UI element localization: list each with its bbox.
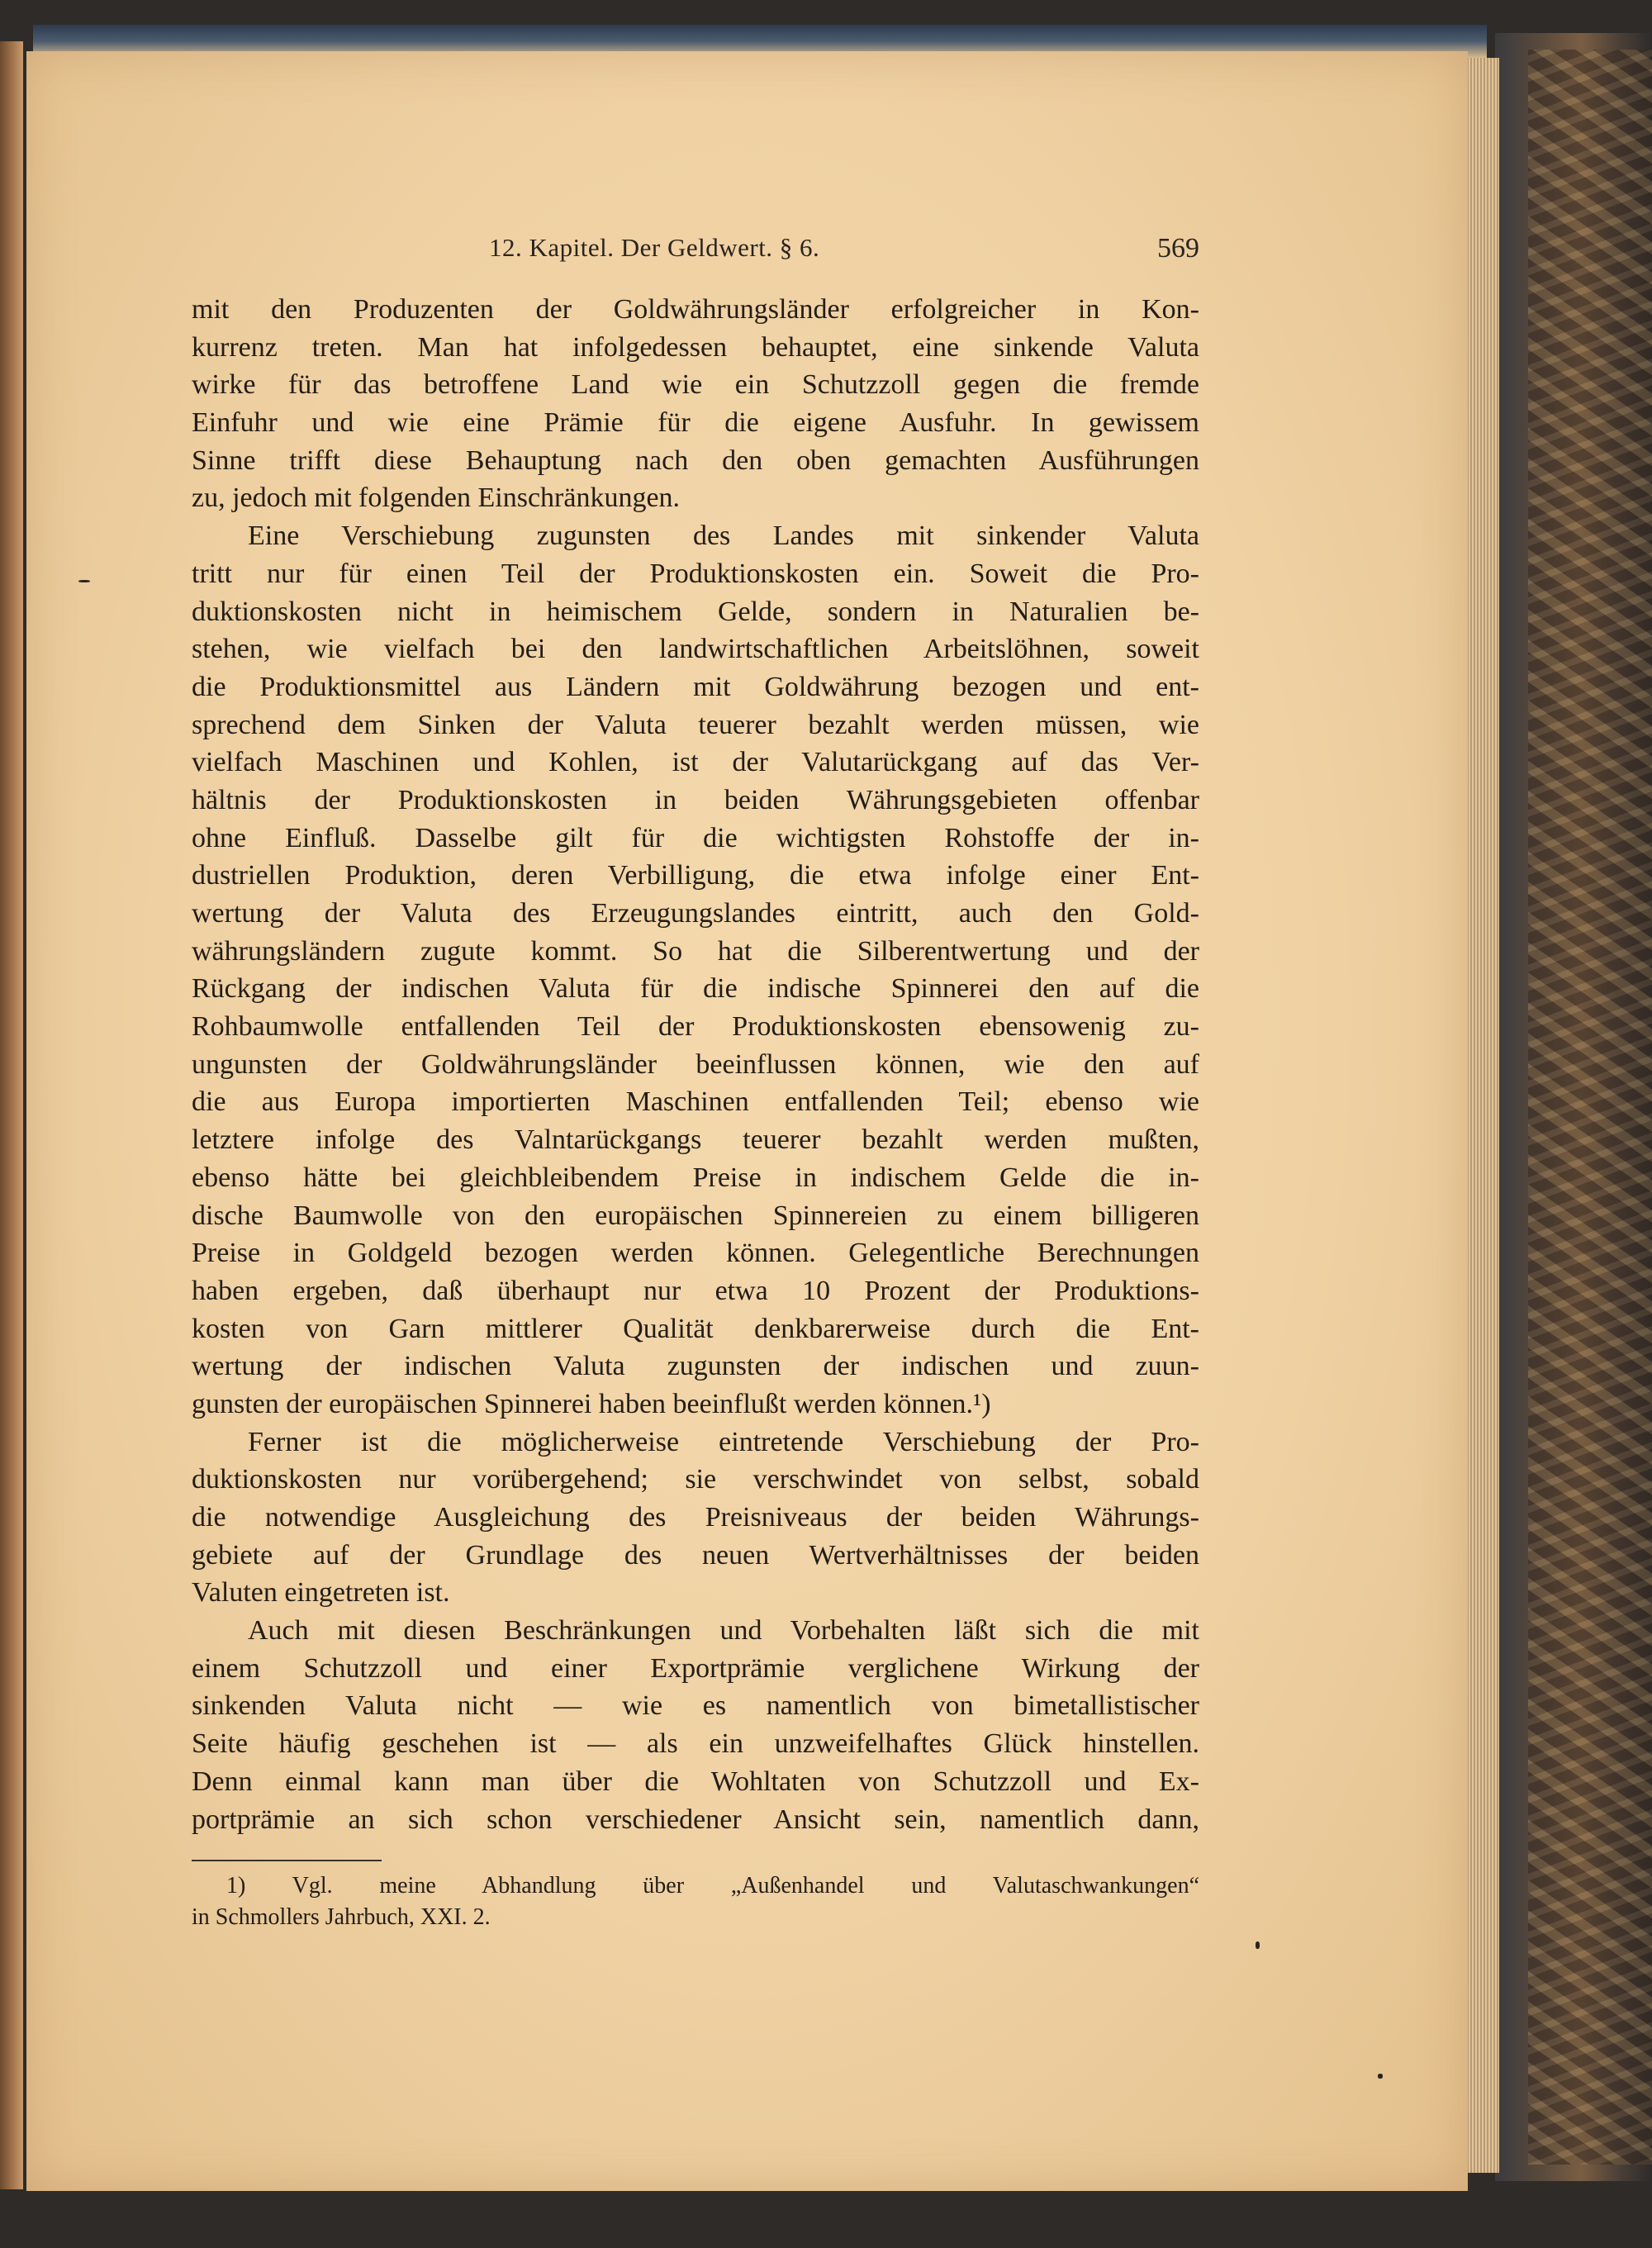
footnotes [192,1870,1199,1933]
running-header [192,233,1199,266]
text-line: Preise in Goldgeld bezogen werden können. Gelegentliche Berechnungen [192,1238,1199,1269]
text-line: Rohbaumwolle entfallenden Teil der Produktionskosten ebensowenig zu- [192,1011,1199,1043]
text-line: Einfuhr und wie eine Prämie für die eigene Ausfuhr. In gewissem [192,407,1199,439]
text-line: stehen, wie vielfach bei den landwirtschaftlichen Arbeitslöhnen, soweit [192,634,1199,665]
footnote-line: in Schmollers Jahrbuch, XXI. 2. [192,1904,491,1930]
text-line: sinkenden Valuta nicht — wie es namentlich von bimetallistischer [192,1690,1199,1722]
text-line: wertung der Valuta des Erzeugungslandes eintritt, auch den Gold- [192,898,1199,929]
text-line: duktionskosten nicht in heimischem Gelde, sondern in Naturalien be- [192,596,1199,627]
text-line: Rückgang der indischen Valuta für die indische Spinnerei den auf die [192,973,1199,1005]
text-line: dische Baumwolle von den europäischen Spinnereien zu einem billigeren [192,1200,1199,1231]
text-line: sprechend dem Sinken der Valuta teuerer bezahlt werden müssen, wie [192,709,1199,740]
text-line: dustriellen Produktion, deren Verbilligung, die etwa infolge einer Ent- [192,860,1199,891]
text-line: Valuten eingetreten ist. [192,1577,450,1609]
text-line: gunsten der europäischen Spinnerei haben beeinflußt werden können.¹) [192,1388,991,1419]
text-line: tritt nur für einen Teil der Produktionskosten ein. Soweit die Pro- [192,558,1199,589]
running-head: 12. Kapitel. Der Geldwert. § 6. [489,233,820,262]
text-line: letztere infolge des Valntarückgangs teuerer bezahlt werden mußten, [192,1124,1199,1156]
text-line: zu, jedoch mit folgenden Einschränkungen. [192,482,681,514]
text-line: die notwendige Ausgleichung des Preisniveaus der beiden Währungs- [192,1502,1199,1533]
paragraph-start: Ferner ist die möglicherweise eintretende Verschiebung der Pro- [248,1426,1199,1457]
text-line: hältnis der Produktionskosten in beiden Währungsgebieten offenbar [192,784,1199,815]
text-line: mit den Produzenten der Goldwährungsländer erfolgreicher in Kon- [192,294,1199,325]
paragraph-start: Eine Verschiebung zugunsten des Landes mit sinkender Valuta [248,520,1199,552]
text-line: duktionskosten nur vorübergehend; sie verschwindet von selbst, sobald [192,1464,1199,1495]
text-line: wertung der indischen Valuta zugunsten der indischen und zuun- [192,1351,1199,1382]
page-number: 569 [1157,233,1199,264]
text-line: Sinne trifft diese Behauptung nach den oben gemachten Ausführungen [192,444,1199,476]
text-line: vielfach Maschinen und Kohlen, ist der Valutarückgang auf das Ver- [192,747,1199,778]
text-line: portprämie an sich schon verschiedener Ansicht sein, namentlich dann, [192,1804,1199,1835]
marbled-cover-edge [1528,50,1652,2165]
text-line: kurrenz treten. Man hat infolgedessen behauptet, eine sinkende Valuta [192,331,1199,363]
footnote-line: 1) Vgl. meine Abhandlung über „Außenhandel und Valutaschwankungen“ [226,1873,1199,1899]
print-speck [1378,2074,1383,2079]
text-line: kosten von Garn mittlerer Qualität denkbarerweise durch die Ent- [192,1313,1199,1344]
text-line: Seite häufig geschehen ist — als ein unzweifelhaftes Glück hinstellen. [192,1728,1199,1760]
text-line: gebiete auf der Grundlage des neuen Wertverhältnisses der beiden [192,1539,1199,1571]
text-line: Denn einmal kann man über die Wohltaten von Schutzzoll und Ex- [192,1766,1199,1797]
text-line: ohne Einfluß. Dasselbe gilt für die wichtigsten Rohstoffe der in- [192,822,1199,853]
text-line: ungunsten der Goldwährungsländer beeinflussen können, wie den auf [192,1048,1199,1080]
print-speck [1256,1941,1260,1949]
footnote-rule [192,1860,382,1861]
text-line: die aus Europa importierten Maschinen entfallenden Teil; ebenso wie [192,1086,1199,1118]
paragraph-start: Auch mit diesen Beschränkungen und Vorbehalten läßt sich die mit [248,1615,1199,1647]
text-line: ebenso hätte bei gleichbleibendem Preise in indischem Gelde die in- [192,1162,1199,1193]
text-line: haben ergeben, daß überhaupt nur etwa 10 Prozent der Produktions- [192,1275,1199,1306]
text-line: währungsländern zugute kommt. So hat die Silberentwertung und der [192,935,1199,967]
print-speck [78,580,90,582]
body-text [192,291,1199,1838]
facing-page-edge [0,41,23,2189]
text-line: einem Schutzzoll und einer Exportprämie verglichene Wirkung der [192,1652,1199,1684]
text-line: die Produktionsmittel aus Ländern mit Goldwährung bezogen und ent- [192,671,1199,702]
text-line: wirke für das betroffene Land wie ein Schutzzoll gegen die fremde [192,369,1199,401]
